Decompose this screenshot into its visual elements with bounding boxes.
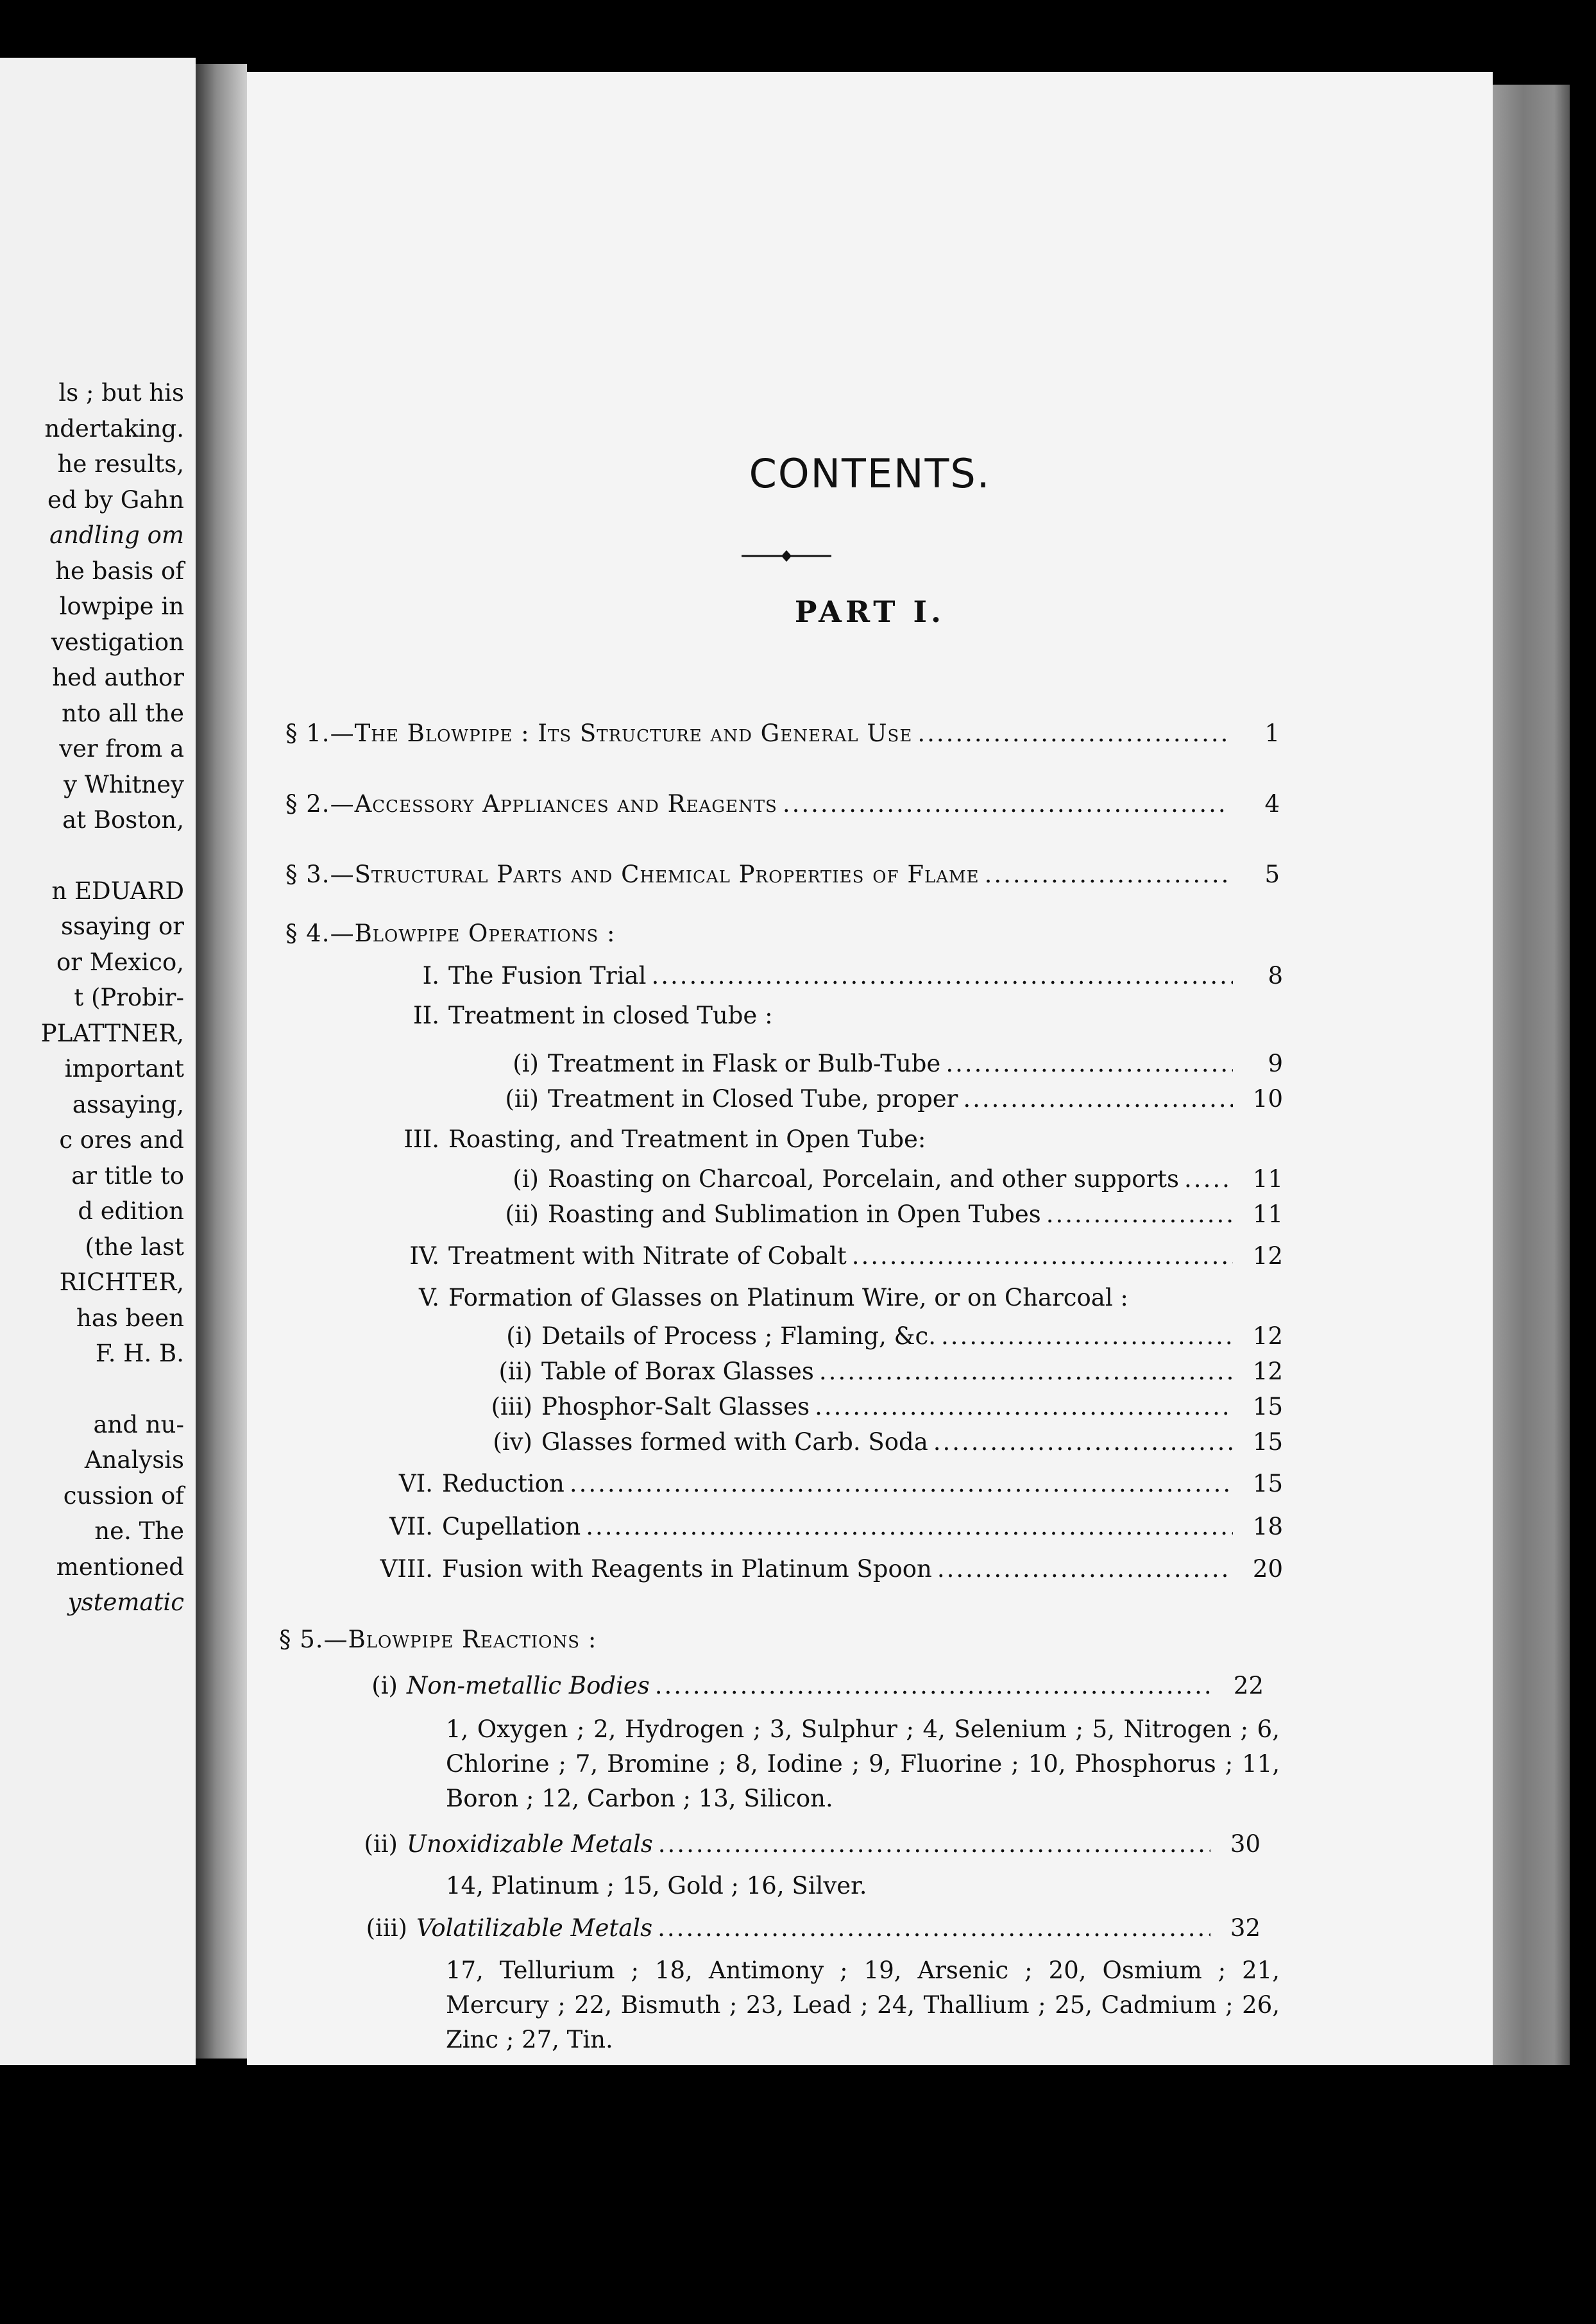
toc-entry — [484, 1322, 1283, 1350]
toc-page: 1 — [1264, 720, 1280, 747]
toc-label: § 4.—Blowpipe Operations : — [285, 920, 616, 947]
left-line: PLATTNER, — [40, 1019, 184, 1047]
entry-number: (ii) — [505, 1200, 539, 1228]
left-line: F. H. B. — [95, 1340, 184, 1367]
toc-page: 18 — [1252, 1513, 1283, 1540]
leader-dots — [933, 1428, 1233, 1456]
toc-label: Reduction — [442, 1470, 565, 1497]
toc-label: Treatment in Closed Tube, proper — [548, 1085, 958, 1113]
entry-number: VIII. — [380, 1555, 433, 1583]
left-line: Analysis — [84, 1446, 184, 1474]
leader-dots — [941, 1322, 1233, 1350]
toc-entry — [356, 1555, 1283, 1583]
left-line: t (Probir- — [74, 984, 184, 1011]
left-line: or Mexico, — [56, 948, 184, 976]
toc-page: 15 — [1252, 1393, 1283, 1420]
entry-number: (ii) — [505, 1085, 539, 1113]
toc-entry — [359, 1672, 1264, 1699]
left-line: d edition — [78, 1197, 184, 1225]
toc-page: 15 — [1252, 1428, 1283, 1456]
toc-page: 5 — [1264, 861, 1280, 888]
entry-number: IV. — [409, 1242, 439, 1270]
leader-dots — [651, 962, 1233, 989]
leader-dots — [586, 1513, 1233, 1540]
toc-page: 9 — [1268, 1050, 1283, 1077]
left-line: ne. The — [94, 1517, 184, 1545]
toc-label: The Fusion Trial — [448, 962, 647, 989]
toc-page: 11 — [1252, 1165, 1283, 1193]
leader-dots — [852, 1242, 1233, 1270]
toc-page: 15 — [1252, 1470, 1283, 1497]
toc-label: Fusion with Reagents in Platinum Spoon — [442, 1555, 932, 1583]
toc-label: Roasting on Charcoal, Porcelain, and other supports — [548, 1165, 1180, 1193]
left-line: vestigation — [51, 628, 184, 656]
entry-number: (i) — [513, 1165, 539, 1193]
leader-dots — [783, 790, 1230, 818]
leader-dots — [1184, 1165, 1233, 1193]
toc-entry — [395, 1002, 773, 1029]
left-line: ver from a — [59, 735, 184, 762]
entry-number: I. — [422, 962, 439, 989]
toc-label: Non-metallic Bodies — [407, 1672, 650, 1699]
leader-dots — [917, 720, 1230, 747]
entry-number: VI. — [398, 1470, 433, 1497]
toc-entry — [356, 1830, 1261, 1858]
left-line: ed by Gahn — [47, 485, 184, 514]
left-line: ndertaking. — [44, 414, 184, 442]
page-stack-edge — [1493, 85, 1570, 2065]
leader-dots — [658, 1914, 1210, 1942]
entry-number: (i) — [506, 1322, 532, 1350]
toc-label: Treatment in Flask or Bulb-Tube — [548, 1050, 941, 1077]
toc-entry — [382, 1284, 1128, 1311]
entry-number: VII. — [389, 1513, 433, 1540]
toc-label: Phosphor-Salt Glasses — [541, 1393, 810, 1420]
toc-entry — [382, 1242, 1283, 1270]
toc-entry — [491, 1200, 1283, 1228]
toc-label: Treatment with Nitrate of Cobalt — [448, 1242, 847, 1270]
entry-detail: 14, Platinum ; 15, Gold ; 16, Silver. — [446, 1872, 867, 1899]
leader-dots — [1046, 1200, 1233, 1228]
toc-page: 20 — [1252, 1555, 1283, 1583]
entry-number: V. — [418, 1284, 439, 1311]
left-line: n EDUARD — [51, 877, 184, 905]
left-page — [0, 58, 196, 2065]
toc-entry — [484, 1358, 1283, 1385]
toc-label: Volatilizable Metals — [416, 1914, 653, 1942]
toc-page: 4 — [1264, 790, 1280, 818]
toc-entry — [285, 720, 1280, 747]
left-line: mentioned — [56, 1553, 184, 1581]
toc-page: 8 — [1268, 962, 1283, 989]
left-line: andling om — [49, 521, 184, 549]
left-line: ar title to — [71, 1161, 184, 1190]
toc-entry — [375, 1513, 1283, 1540]
toc-entry — [491, 1050, 1283, 1077]
left-line: he basis of — [55, 557, 184, 585]
toc-label: § 2.—Accessory Appliances and Reagents — [285, 790, 777, 818]
entry-number: (iii) — [366, 1914, 407, 1942]
entry-number: (iv) — [493, 1428, 532, 1456]
left-line: has been — [76, 1304, 184, 1332]
leader-dots — [946, 1050, 1233, 1077]
entry-number: (iii) — [491, 1393, 532, 1420]
toc-entry — [491, 1085, 1283, 1113]
toc-page: 11 — [1252, 1200, 1283, 1228]
toc-label: Glasses formed with Carb. Soda — [541, 1428, 928, 1456]
part-heading: PART I. — [794, 594, 946, 629]
toc-entry — [356, 1914, 1261, 1942]
left-line: ystematic — [67, 1588, 184, 1616]
toc-label: Roasting and Sublimation in Open Tubes — [548, 1200, 1041, 1228]
left-line: lowpipe in — [59, 593, 184, 620]
toc-entry — [491, 1165, 1283, 1193]
toc-entry — [484, 1428, 1283, 1456]
left-line: and nu- — [93, 1410, 184, 1438]
toc-page: 22 — [1233, 1672, 1264, 1699]
toc-entry — [388, 1125, 926, 1153]
leader-dots — [819, 1358, 1233, 1385]
toc-label: § 3.—Structural Parts and Chemical Properties of Flame — [285, 861, 980, 888]
toc-entry — [285, 790, 1280, 818]
toc-label: Details of Process ; Flaming, &c. — [541, 1322, 937, 1350]
left-line: nto all the — [62, 699, 184, 727]
left-line: hed author — [52, 664, 184, 691]
toc-label: Cupellation — [442, 1513, 581, 1540]
ornament-divider-icon — [742, 546, 831, 566]
entry-number: II. — [413, 1002, 439, 1029]
entry-number: III. — [403, 1125, 439, 1153]
entry-number: (ii) — [364, 1830, 398, 1858]
toc-label: Table of Borax Glasses — [541, 1358, 814, 1385]
left-line: ssaying or — [60, 913, 184, 940]
toc-entry — [375, 1470, 1283, 1497]
left-line: y Whitney — [64, 770, 184, 798]
toc-label: Unoxidizable Metals — [407, 1830, 653, 1858]
entry-number: (ii) — [498, 1358, 532, 1385]
toc-page: 12 — [1252, 1322, 1283, 1350]
entry-number: (i) — [513, 1050, 539, 1077]
entry-detail: 17, Tellurium ; 18, Antimony ; 19, Arsenic ; 20, Osmium ; 21, Mercury ; 22, Bismuth ; 23, Lead ; 24, Thallium ; 25, Cadmium ; 26, Zinc ; 27, Tin. — [446, 1957, 1280, 2053]
book-gutter — [196, 64, 247, 2059]
toc-page: 30 — [1230, 1830, 1261, 1858]
left-line: important — [64, 1055, 184, 1082]
left-line: at Boston, — [62, 806, 184, 834]
leader-dots — [815, 1393, 1233, 1420]
toc-page: 12 — [1252, 1242, 1283, 1270]
toc-page: 32 — [1230, 1914, 1261, 1942]
left-gap — [0, 1372, 184, 1407]
entry-detail: 1, Oxygen ; 2, Hydrogen ; 3, Sulphur ; 4, Selenium ; 5, Nitrogen ; 6, Chlorine ; 7, Bromine ; 8, Iodine ; 9, Fluorine ; 10, Phosphorus ; 11, Boron ; 12, Carbon ; 13, Silicon. — [446, 1715, 1280, 1812]
left-gap — [0, 838, 184, 873]
toc-label: § 1.—The Blowpipe : Its Structure and General Use — [285, 720, 913, 747]
left-line: RICHTER, — [59, 1268, 184, 1296]
entry-number: (i) — [371, 1672, 398, 1699]
left-line: cussion of — [63, 1481, 184, 1510]
leader-dots — [570, 1470, 1233, 1497]
left-line: assaying, — [72, 1090, 184, 1118]
contents-page — [247, 72, 1493, 2065]
toc-label: Formation of Glasses on Platinum Wire, or on Charcoal : — [448, 1284, 1128, 1311]
toc-label: Treatment in closed Tube : — [448, 1002, 773, 1029]
left-page-text — [0, 375, 184, 1621]
leader-dots — [655, 1672, 1214, 1699]
left-line: he results, — [57, 450, 184, 478]
left-line: ls ; but his — [58, 379, 184, 407]
toc-entry — [395, 962, 1283, 989]
toc-label: § 5.—Blowpipe Reactions : — [279, 1626, 597, 1653]
toc-page: 10 — [1252, 1085, 1283, 1113]
left-line: c ores and — [59, 1126, 184, 1154]
toc-label: Roasting, and Treatment in Open Tube: — [448, 1125, 926, 1153]
leader-dots — [985, 861, 1230, 888]
leader-dots — [937, 1555, 1233, 1583]
toc-entry — [484, 1393, 1283, 1420]
page-title: CONTENTS. — [749, 450, 991, 497]
toc-page: 12 — [1252, 1358, 1283, 1385]
toc-entry — [285, 861, 1280, 888]
left-line: (the last — [85, 1233, 184, 1261]
leader-dots — [658, 1830, 1210, 1858]
leader-dots — [963, 1085, 1233, 1113]
